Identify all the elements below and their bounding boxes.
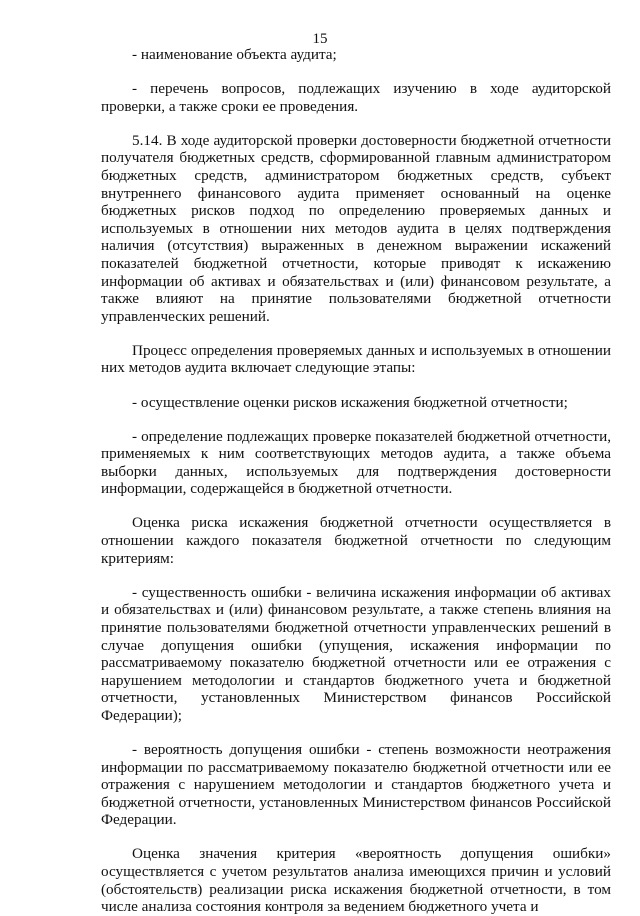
paragraph-risk-criteria: Оценка риска искажения бюджетной отчетности осуществляется в отношении каждого показателя бюджетной отчетности по следующим критериям: — [101, 514, 611, 567]
paragraph-5-14: 5.14. В ходе аудиторской проверки достоверности бюджетной отчетности получателя бюджетных средств, сформированной главным администратором бюджетных средств, администратором бюджетных средств, субъект внутреннего финансового аудита применяет основанный на оценке бюджетных рисков подход по определению проверяемых данных и используемых в отношении них методов аудита в целях подтверждения наличия (отсутствия) выраженных в денежном выражении искажений показателей бюджетной отчетности, которые приводят к искажению информации об активах и обязательствах и (или) финансовом результате, а также влияют на принятие пользователями бюджетной отчетности управленческих решений. — [101, 131, 611, 325]
paragraph-process-stages: Процесс определения проверяемых данных и используемых в отношении них методов аудита включает следующие этапы: — [101, 341, 611, 377]
paragraph-audit-object-name: - наименование объекта аудита; — [132, 46, 337, 63]
paragraph-indicators-selection: - определение подлежащих проверке показателей бюджетной отчетности, применяемых к ним соответствующих методов аудита, а также объема выборки данных, используемых для подтверждения достоверности информации, содержащейся в бюджетной отчетности. — [101, 427, 611, 498]
paragraph-risk-assessment: - осуществление оценки рисков искажения бюджетной отчетности; — [132, 393, 568, 411]
paragraph-error-materiality: - существенность ошибки - величина искажения информации об активах и обязательствах и (или) финансовом результате, а также степень влияния на принятие пользователями бюджетной отчетности управленческих решений в случае допущения ошибки (упущения, искажения информации по рассматриваемому показателю бюджетной отчетности или ее отражения с нарушением методологии и стандартов бюджетного учета и бюджетной отчетности, установленных Министерством финансов Российской Федерации); — [101, 583, 611, 724]
paragraph-error-probability: - вероятность допущения ошибки - степень возможности неотражения информации по рассматриваемому показателю бюджетной отчетности или ее отражения с нарушением методологии и стандартов бюджетного учета и бюджетной отчетности, установленных Министерством финансов Российской Федерации. — [101, 741, 611, 829]
page-number: 15 — [312, 31, 328, 47]
document-body — [101, 46, 611, 916]
paragraph-probability-evaluation: Оценка значения критерия «вероятность допущения ошибки» осуществляется с учетом результатов анализа имеющихся причин и условий (обстоятельств) реализации риска искажения бюджетной отчетности, в том числе анализа состояния контроля за ведением бюджетного учета и — [101, 845, 611, 916]
paragraph-questions-list: - перечень вопросов, подлежащих изучению в ходе аудиторской проверки, а также сроки ее проведения. — [101, 80, 611, 115]
